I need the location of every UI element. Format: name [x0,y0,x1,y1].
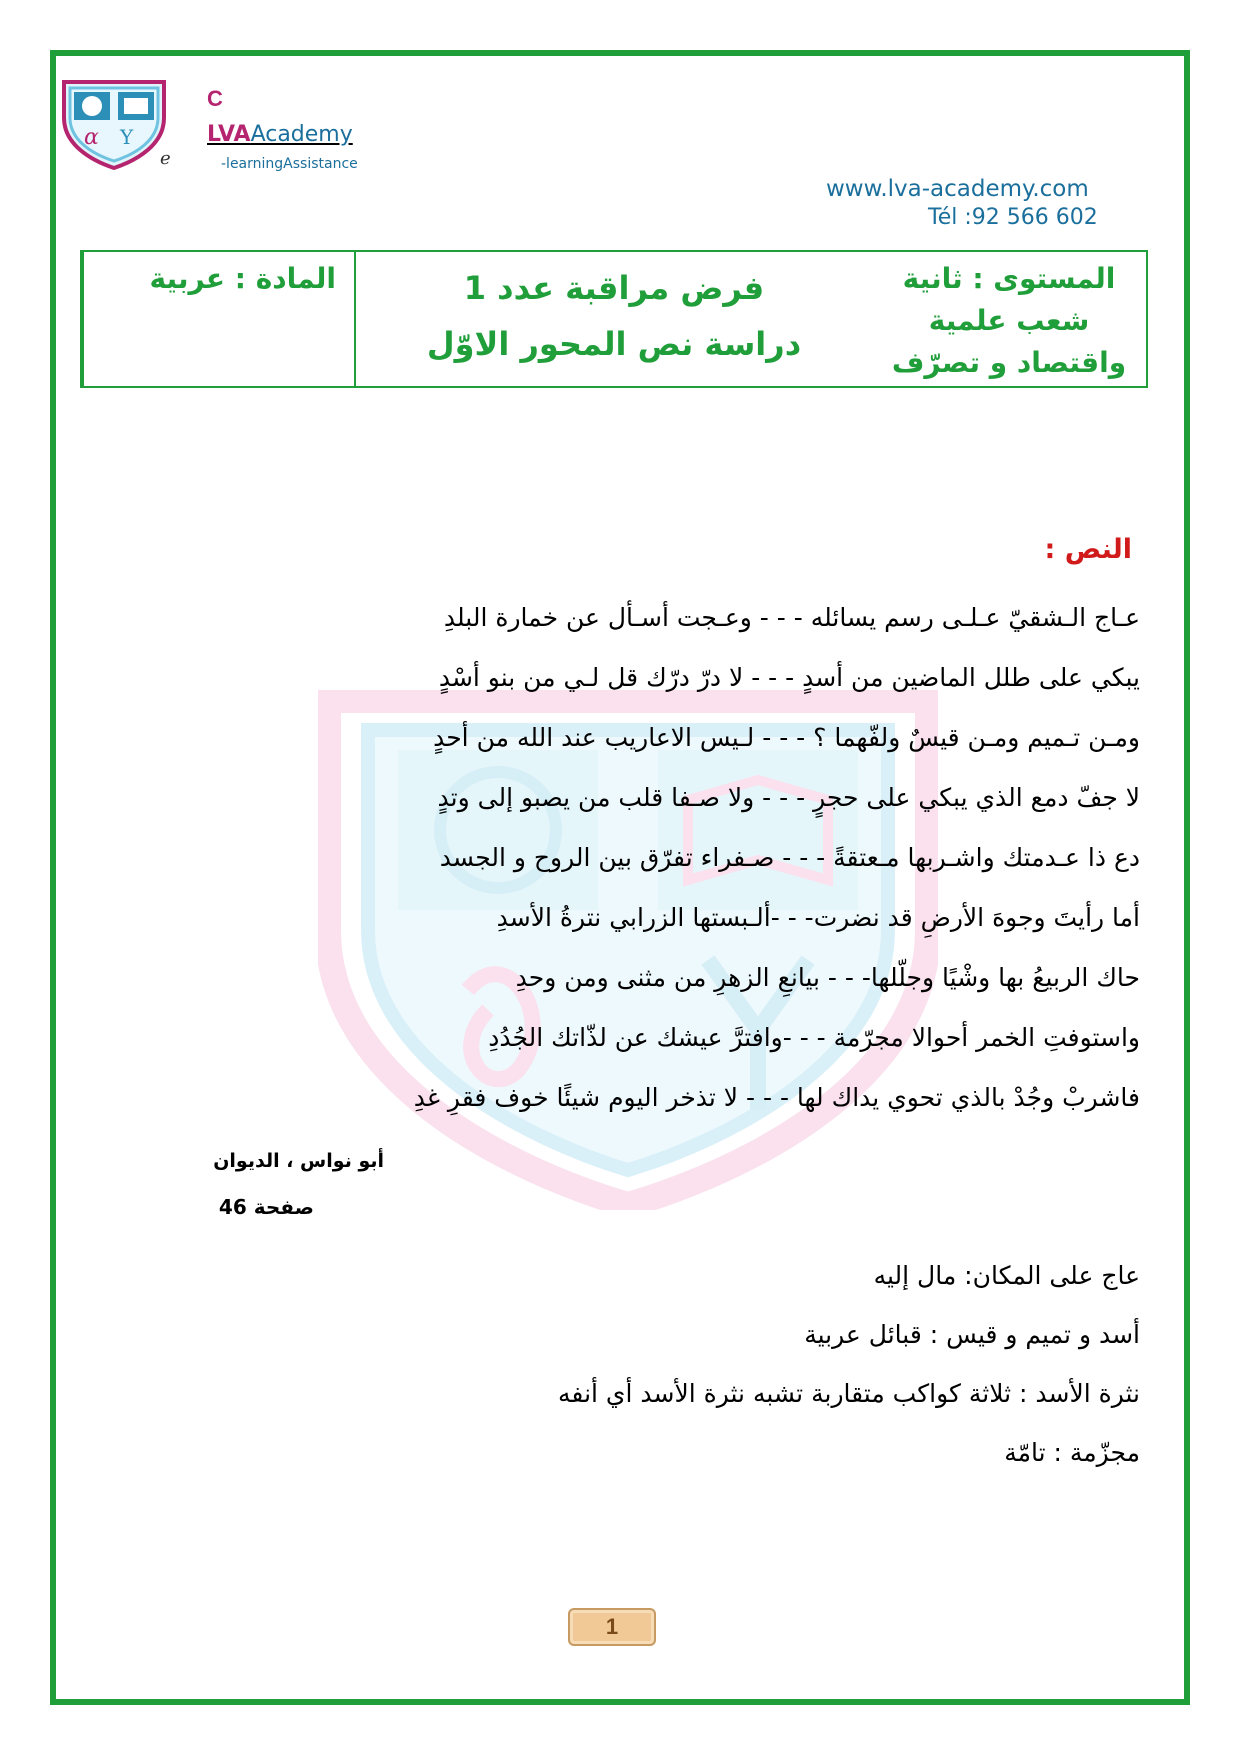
exam-subtitle: دراسة نص المحور الاوّل [426,325,802,363]
phone-number: Tél :92 566 602 [928,205,1098,230]
svg-text:α: α [84,125,99,150]
level-cell [872,252,1146,386]
svg-text:Y: Y [120,125,134,149]
brand-tagline: -learningAssistance [221,156,358,172]
level-line-3: واقتصاد و تصرّف [891,346,1127,379]
glossary-item: نثرة الأسد : ثلاثة كواكب متقاربة تشبه نثرة الأسد أي أنفه [558,1379,1140,1408]
exam-title: فرض مراقبة عدد 1 [463,269,765,307]
glossary [240,1254,1140,1490]
level-line-1: المستوى : ثانية [902,262,1116,295]
verse: يبكي على طلل الماضين من أسدٍ - - - لا درّ درّك قل لـي من بنو أسْدٍ [438,663,1140,692]
poem [240,596,1140,1136]
brand-lva: LVA [207,122,251,147]
brand-academy: Academy [250,122,353,147]
section-heading: النص : [1044,534,1132,565]
brand-letter: C [207,86,223,111]
source-page-ref: صفحة 46 [218,1195,314,1219]
academy-logo [58,78,170,170]
verse: دع ذا عـدمتك واشـربها مـعتقةً - - - صـفراء تفرّق بين الروح و الجسد [439,843,1140,872]
glossary-item: مجزّمة : تامّة [1004,1438,1140,1467]
glossary-item: عاج على المكان: مال إليه [873,1261,1140,1290]
level-line-2: شعب علمية [928,304,1090,337]
verse: فاشربْ وجُدْ بالذي تحوي يداك لها - - - لا تذخر اليوم شيئًا خوف فقرِ غدِ [413,1083,1140,1112]
brand-name [207,122,353,147]
exam-title-cell [354,252,872,386]
verse: لا جفّ دمع الذي يبكي على حجرٍ - - - ولا صـفا قلب من يصبو إلى وتدٍ [437,783,1140,812]
verse: واستوفتِ الخمر أحوالا مجرّمة - - -وافترَّ عيشك عن لذّاتك الجُدُدِ [488,1023,1140,1052]
website-url: www.lva-academy.com [826,176,1089,202]
glossary-item: أسد و تميم و قيس : قبائل عربية [804,1320,1140,1349]
subject-cell [82,252,354,386]
page-number-badge: 1 [568,1608,656,1646]
verse: عـاج الـشقيّ عـلـى رسم يسائله - - - وعـجت أسـأل عن خمارة البلدِ [443,603,1140,632]
info-table [80,250,1148,388]
poem-source: أبو نواس ، الديوان [213,1150,384,1172]
logo-e-letter: e [160,148,171,169]
verse: أما رأيتَ وجوهَ الأرضِ قد نضرت- - -ألـبستها الزرابي نترةُ الأسدِ [496,903,1140,932]
verse: حاك الربيعُ بها وشْيًا وجلّلها- - - بيانعِ الزهرِ من مثنى ومن وحدِ [515,963,1140,992]
subject-label: المادة : عربية [149,262,336,295]
verse: ومـن تـميم ومـن قيسٌ ولفّهما ؟ - - - لـيس الاعاريب عند الله من أحدٍ [433,723,1140,752]
